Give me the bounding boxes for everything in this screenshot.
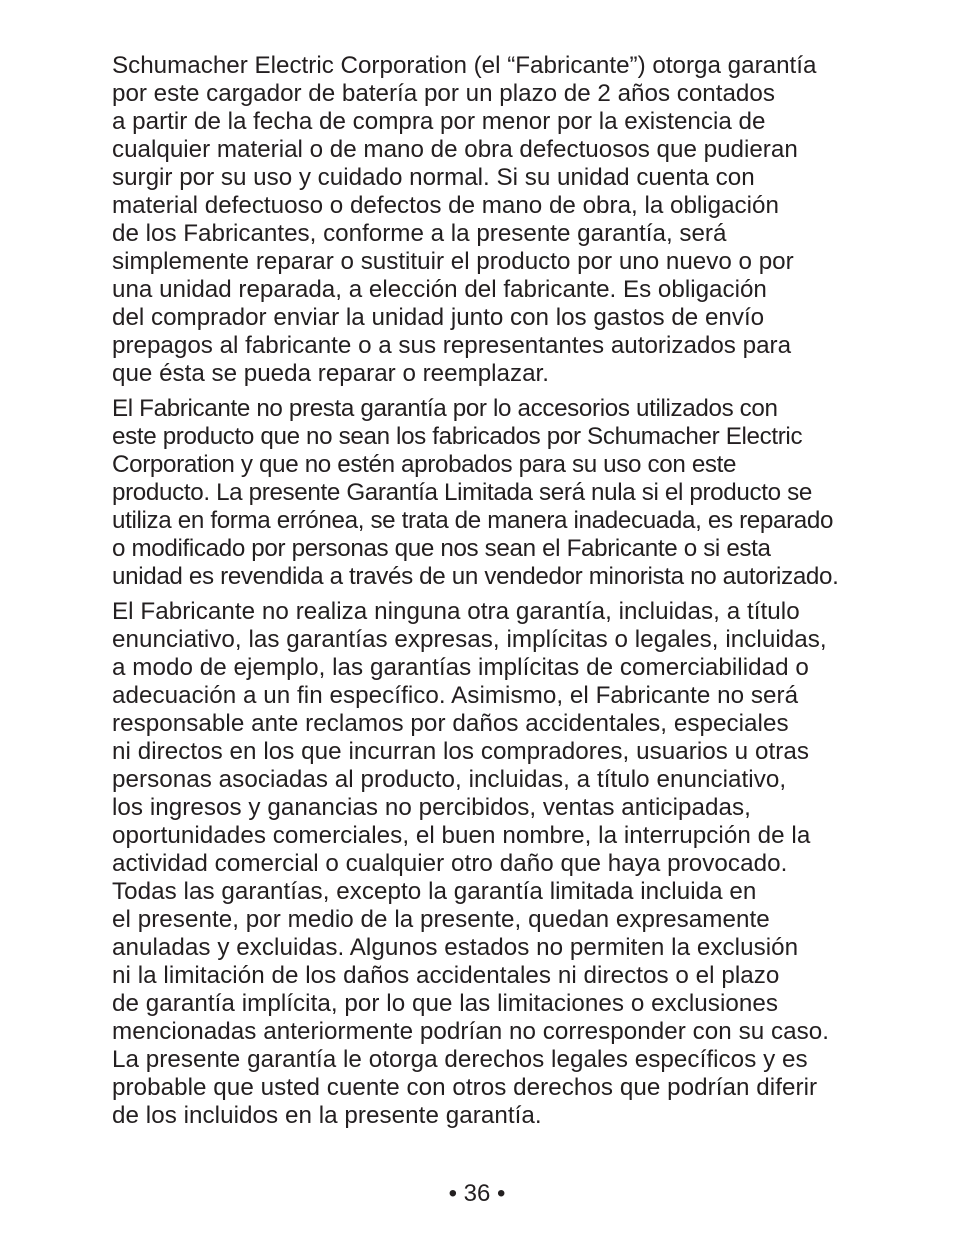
text-line: oportunidades comerciales, el buen nombre, la interrupción de la xyxy=(112,822,811,849)
text-line: a modo de ejemplo, las garantías implícitas de comerciabilidad o xyxy=(112,654,809,681)
warranty-exclusions-paragraph xyxy=(112,395,912,591)
text-line: producto. La presente Garantía Limitada será nula si el producto se xyxy=(112,479,812,506)
text-line: de los Fabricantes, conforme a la presente garantía, será xyxy=(112,220,727,247)
page-number: • 36 • xyxy=(448,1180,506,1207)
warranty-text xyxy=(112,52,912,1137)
text-line: Schumacher Electric Corporation (el “Fabricante”) otorga garantía xyxy=(112,52,817,79)
text-line: cualquier material o de mano de obra defectuosos que pudieran xyxy=(112,136,798,163)
text-line: surgir por su uso y cuidado normal. Si su unidad cuenta con xyxy=(112,164,755,191)
text-line: de garantía implícita, por lo que las limitaciones o exclusiones xyxy=(112,990,779,1017)
text-line: una unidad reparada, a elección del fabricante. Es obligación xyxy=(112,276,767,303)
text-line: los ingresos y ganancias no percibidos, ventas anticipadas, xyxy=(112,794,751,821)
text-line: o modificado por personas que nos sean el Fabricante o si esta xyxy=(112,535,771,562)
text-line: probable que usted cuente con otros derechos que podrían diferir xyxy=(112,1074,818,1101)
text-line: a partir de la fecha de compra por menor por la existencia de xyxy=(112,108,766,135)
warranty-coverage-paragraph xyxy=(112,52,912,388)
text-line: adecuación a un fin específico. Asimismo, el Fabricante no será xyxy=(112,682,799,709)
warranty-disclaimer-paragraph xyxy=(112,598,912,1130)
text-line: por este cargador de batería por un plazo de 2 años contados xyxy=(112,80,775,107)
text-line: material defectuoso o defectos de mano de obra, la obligación xyxy=(112,192,779,219)
text-line: El Fabricante no realiza ninguna otra garantía, incluidas, a título xyxy=(112,598,800,625)
text-line: prepagos al fabricante o a sus representantes autorizados para xyxy=(112,332,792,359)
text-line: que ésta se pueda reparar o reemplazar. xyxy=(112,360,549,387)
text-line: personas asociadas al producto, incluidas, a título enunciativo, xyxy=(112,766,787,793)
text-line: ni directos en los que incurran los compradores, usuarios u otras xyxy=(112,738,809,765)
text-line: Corporation y que no estén aprobados para su uso con este xyxy=(112,451,737,478)
text-line: unidad es revendida a través de un vendedor minorista no autorizado. xyxy=(112,563,839,590)
text-line: anuladas y excluidas. Algunos estados no permiten la exclusión xyxy=(112,934,799,961)
text-line: responsable ante reclamos por daños accidentales, especiales xyxy=(112,710,789,737)
text-line: simplemente reparar o sustituir el producto por uno nuevo o por xyxy=(112,248,794,275)
text-line: del comprador enviar la unidad junto con los gastos de envío xyxy=(112,304,765,331)
text-line: enunciativo, las garantías expresas, implícitas o legales, incluidas, xyxy=(112,626,827,653)
text-line: actividad comercial o cualquier otro daño que haya provocado. xyxy=(112,850,788,877)
text-line: La presente garantía le otorga derechos legales específicos y es xyxy=(112,1046,808,1073)
text-line: El Fabricante no presta garantía por lo accesorios utilizados con xyxy=(112,395,778,422)
text-line: el presente, por medio de la presente, quedan expresamente xyxy=(112,906,770,933)
text-line: utiliza en forma errónea, se trata de manera inadecuada, es reparado xyxy=(112,507,834,534)
text-line: Todas las garantías, excepto la garantía limitada incluida en xyxy=(112,878,757,905)
text-line: mencionadas anteriormente podrían no corresponder con su caso. xyxy=(112,1018,830,1045)
text-line: ni la limitación de los daños accidentales ni directos o el plazo xyxy=(112,962,780,989)
text-line: de los incluidos en la presente garantía. xyxy=(112,1102,542,1129)
text-line: este producto que no sean los fabricados por Schumacher Electric xyxy=(112,423,803,450)
